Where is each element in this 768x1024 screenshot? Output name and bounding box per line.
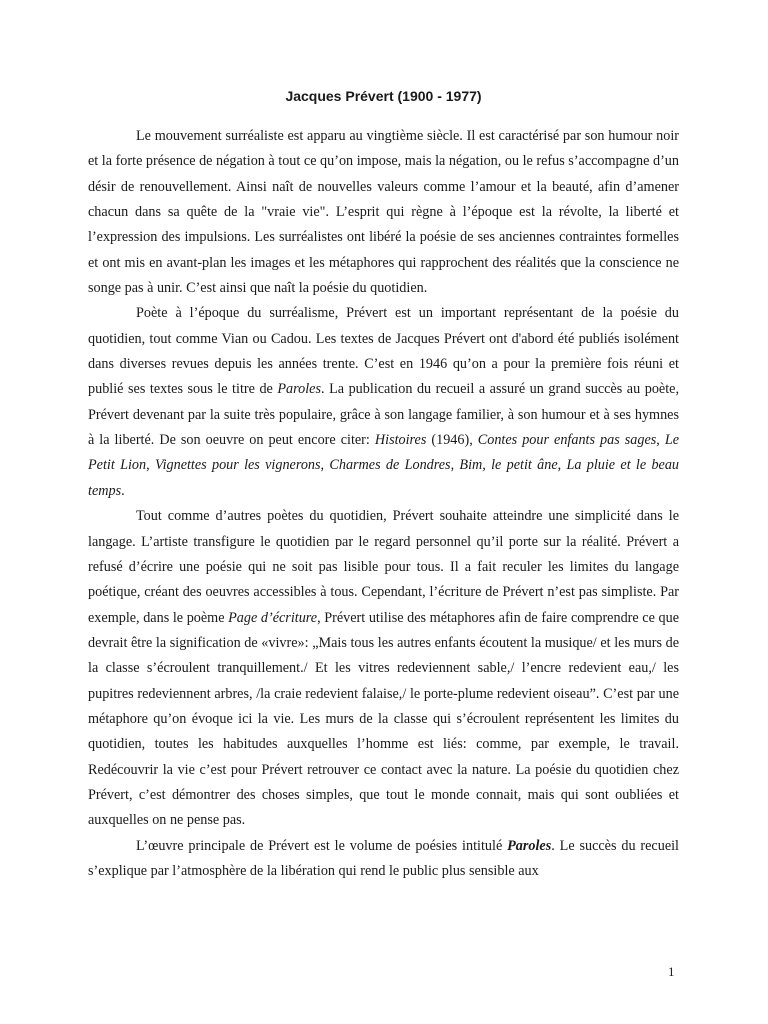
paragraph <box>88 124 679 301</box>
text-run: , <box>557 457 567 474</box>
italic-text: Charmes de Londres <box>329 457 451 474</box>
document-body <box>88 124 679 884</box>
italic-text: Contes pour enfants pas sages <box>477 432 657 449</box>
text-run: , <box>450 457 460 474</box>
italic-text: La pluie et le beau temps <box>88 457 680 499</box>
italic-text: Vignettes pour les vignerons <box>154 457 321 474</box>
paragraph <box>88 504 679 833</box>
text-run: L’œuvre principale de Prévert est le volume de poésies intitulé <box>136 837 508 854</box>
bold-italic-text: Paroles <box>507 837 552 854</box>
paragraph <box>88 301 679 504</box>
text-run: . La publication du recueil a assuré un grand succès au poète, Prévert devenant par la suite très populaire, grâce à son langage familier, à son humour et à ses hymnes à la liberté. De son oeuvre on peut encore citer: <box>88 381 679 449</box>
text-run: Tout comme d’autres poètes du quotidien, Prévert souhaite atteindre une simplicité dans le langage. L’artiste transfigure le quotidien par le regard personnel qu’il porte sur la réalité. Prévert a refusé d’écrire une poésie qui ne soit pas lisible pour tous. Il a fait reculer les limites du langage poétique, créant des oeuvres accessibles à tous. Cependant, l’écriture de Prévert n’est pas simpliste. Par exemple, dans le poème <box>88 508 679 626</box>
italic-text: Le Petit Lion <box>88 432 680 474</box>
page-title: Jacques Prévert (1900 - 1977) <box>285 88 482 104</box>
text-run: , Prévert utilise des métaphores afin de faire comprendre ce que devrait être la signification de «vivre»: „Mais tous les autres enfants écoutent la musique/ et les murs de la classe s’écroulent tranquillement./ Et les vitres redeviennent sable,/ l’encre redevient eau,/ les pupitres redeviennent arbres, /la craie redevient falaise,/ le porte-plume redevient oiseau”. C’est par une métaphore qu’on évoque ici la vie. Les murs de la classe qui s’écroulent représentent les limites du quotidien, toutes les habitudes auxquelles l’homme est liés: comme, par exemple, le travail. Redécouvrir la vie c’est pour Prévert retrouver ce contact avec la nature. La poésie du quotidien chez Prévert, c’est démontrer des choses simples, que tout le monde connait, mais qui sont oubliées et auxquelles on ne pense pas. <box>88 609 679 829</box>
italic-text: Histoires <box>374 432 427 449</box>
italic-text: Page d’écriture <box>228 609 318 626</box>
text-run: , <box>146 457 155 474</box>
italic-text: Paroles <box>277 381 321 398</box>
text-run: (1946), <box>426 432 478 449</box>
text-run: . Le succès du recueil s’explique par l’atmosphère de la libération qui rend le public plus sensible aux <box>88 837 679 879</box>
text-run: , <box>320 457 330 474</box>
paragraph <box>88 834 679 885</box>
text-run: , <box>656 432 665 449</box>
page-number: 1 <box>668 964 675 979</box>
text-run: . <box>121 482 125 499</box>
italic-text: Bim, le petit âne <box>459 457 558 474</box>
text-run: Le mouvement surréaliste est apparu au vingtième siècle. Il est caractérisé par son humour noir et la forte présence de négation à tout ce qu’on impose, mais la négation, ou le refus s’accompagne d’un désir de renouvellement. Ainsi naît de nouvelles valeurs comme l’amour et la beauté, afin d’amener chacun dans sa quête de la "vraie vie". L’esprit qui règne à l’époque est la révolte, la liberté et l’expression des impulsions. Les surréalistes ont libéré la poésie de ses anciennes contraintes formelles et ont mis en avant-plan les images et les métaphores qui rapprochent des réalités que la conscience ne songe pas à unir. C’est ainsi que naît la poésie du quotidien. <box>88 128 679 297</box>
text-run: Poète à l’époque du surréalisme, Prévert est un important représentant de la poésie du quotidien, tout comme Vian ou Cadou. Les textes de Jacques Prévert ont d'abord été publiés isolément dans diverses revues depuis les années trente. C’est en 1946 qu’on a pour la première fois réuni et publié ses textes sous le titre de <box>88 305 679 398</box>
